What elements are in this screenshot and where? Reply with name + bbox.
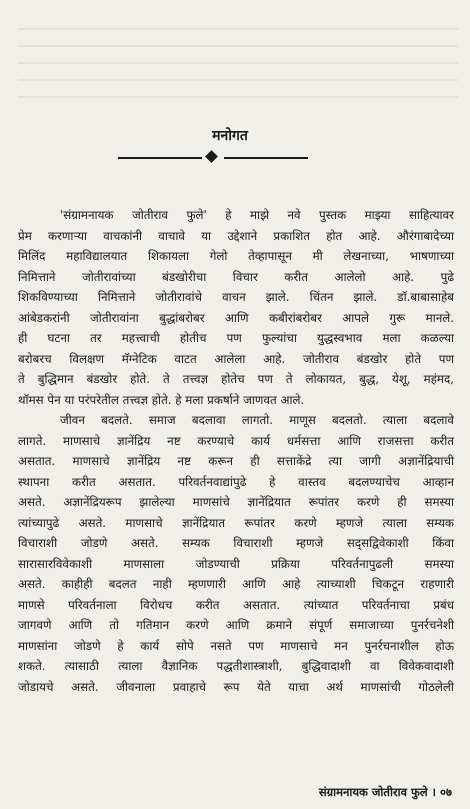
show-through-text — [18, 28, 458, 124]
text-line: आंबेडकरांनी जोतीरावांना बुद्धांबरोबर आणि कबीरांबरोबर आपले गुरू मानले. — [18, 310, 454, 325]
text-line: असते. काहीही बदलत नाही म्हणणारी आणि आहे त्याच्याशी चिकटून राहणारी — [18, 577, 454, 591]
page-heading: मनोगत — [212, 128, 248, 144]
text-line: निमित्ताने जोतीरावांच्या बंडखोरीचा विचार करीत आलेलो आहे. पुढे — [18, 269, 454, 284]
paragraph-1 — [18, 205, 454, 410]
text-line: माणसे परिवर्तनाला विरोधच करीत असतात. त्यांच्यात परिवर्तनाचा प्रबंध — [18, 597, 454, 612]
text-line: त्यांच्यापुढे असते. माणसाचे ज्ञानेंद्रियात रूपांतर करणे म्हणजे त्याला सम्यक — [18, 515, 454, 530]
text-line: जीवन बदलते. समाज बदलावा लागतो. माणूस बदलतो. त्याला बदलावे — [60, 413, 454, 427]
text-line: ते बुद्धिमान बंडखोर होते. ते तत्त्वज्ञ होतेच पण ते लोकायत, बुद्ध, येशू, महंमद, — [18, 372, 454, 386]
text-line: शिकविण्याच्या निमित्ताने जोतीरावांचे वाचन झाले. चिंतन झाले. डॉ.बाबासाहेब — [18, 290, 454, 304]
text-line: सारासारविवेकाशी माणसाला जोडण्याची प्रक्रिया परिवर्तनापुढली समस्या — [18, 556, 454, 571]
text-line: लागते. माणसाचे ज्ञानेंद्रिय नष्ट करण्याचे कार्य धर्मसत्ता आणि राजसत्ता करीत — [18, 433, 454, 448]
text-line: माणसांना जोडणे हे कार्य सोपे नसते पण माणसाचे मन पुनर्रचनाशील होऊ — [18, 638, 454, 653]
text-line: असते. अज्ञानेंद्रियरूप झालेल्या माणसांचे ज्ञानेंद्रियात रूपांतर करणे ही समस्या — [18, 495, 454, 509]
text-line: मिलिंद महाविद्यालयात शिकायला गेलो तेव्हापासून मी लेखनाच्या, भाषणाच्या — [18, 249, 454, 263]
text-line: स्थापना करीत असतात. परिवर्तनवाद्यांपुढे हे वास्तव बदलण्याचेच आव्हान — [18, 474, 454, 489]
diamond-icon — [205, 150, 218, 163]
ornament-left-rule — [118, 157, 202, 159]
text-line: विचाराशी जोडणे असते. सम्यक विचाराशी म्हणजे सद्सद्विवेकाशी किंवा — [18, 536, 454, 550]
text-line: असतात. माणसाचे ज्ञानेंद्रिय नष्ट करून ही सत्ताकेंद्रे त्या जागी अज्ञानेंद्रियाची — [18, 454, 454, 468]
text-line: जोडायचे असते. जीवनाला प्रवाहाचे रूप येते याचा अर्थ माणसांची गोठलेली — [18, 679, 454, 694]
body-text — [18, 205, 454, 697]
text-line: शकते. त्यासाठी त्याला वैज्ञानिक पद्धतीशास्त्राशी, बुद्धिवादाशी वा विवेकवादाशी — [18, 659, 454, 673]
text-line: प्रेम करणाऱ्या वाचकांनी वाचावे या उद्देशाने प्रकाशित होत आहे. औरंगाबादेच्या — [18, 228, 454, 243]
text-line: थॉमस पेन या परंपरेतील तत्त्वज्ञ होते. हे मला प्रकर्षाने जाणवत आले. — [18, 392, 305, 407]
text-line: 'संग्रामनायक जोतीराव फुले' हे माझे नवे पुस्तक माझ्या साहित्यावर — [60, 208, 454, 222]
running-footer: संग्रामनायक जोतीराव फुले । ०७ — [318, 785, 452, 799]
heading-ornament — [118, 151, 308, 165]
text-line: जागवणे आणि तो गतिमान करणे आणि क्रमाने संपूर्ण समाजाच्या पुनर्रचनेशी — [18, 618, 454, 632]
text-line: ही घटना तर महत्त्वाची होतीच पण फुल्यांचा युद्धस्वभाव मला कळल्या — [18, 331, 454, 345]
paragraph-2 — [18, 410, 454, 697]
ornament-right-rule — [224, 157, 308, 159]
text-line: बरोबरच विलक्षण मॅग्नेटिक वाटत आलेला आहे. जोतीराव बंडखोर होते पण — [18, 351, 454, 366]
